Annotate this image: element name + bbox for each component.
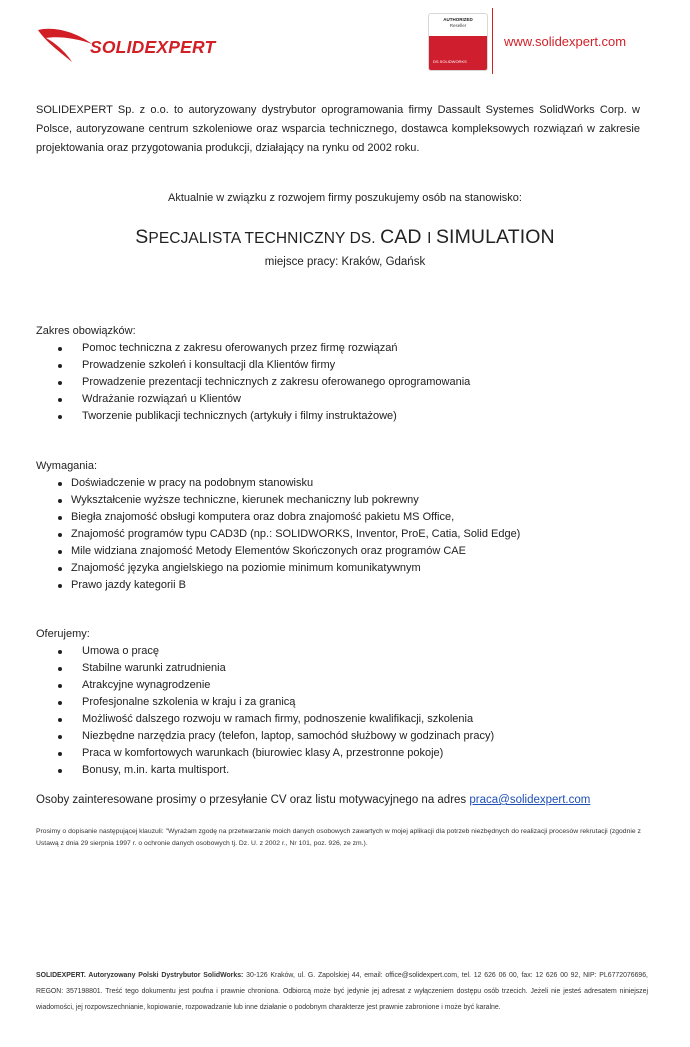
list-item — [36, 391, 656, 408]
bullet-icon — [58, 516, 62, 520]
bullet-icon — [58, 684, 62, 688]
bullet-icon — [58, 701, 62, 705]
bullet-icon — [58, 584, 62, 588]
list-item-text: Pomoc techniczna z zakresu oferowanych przez firmę rozwiązań — [82, 342, 398, 354]
list-item — [36, 374, 656, 391]
duties-list — [36, 340, 656, 425]
authorized-reseller-badge — [428, 13, 488, 71]
badge-line2: Reseller — [449, 23, 467, 28]
list-item-text: Prawo jazdy kategorii B — [71, 579, 186, 591]
website-link[interactable]: www.solidexpert.com — [504, 34, 627, 49]
logo-swoosh-icon — [36, 22, 96, 66]
bullet-icon — [58, 533, 62, 537]
bullet-icon — [58, 415, 62, 419]
footer-text: 30-126 Kraków, ul. G. Zapolskiej 44, email: office@solidexpert.com, tel. 12 626 06 00, fax: 12 626 00 92, NIP: PL6772076696, REGON: 357198801. Treść tego dokumentu jest poufna i prawnie chroniona. Odbiorcą może być jedynie jej adresat z wyłączeniem dostępu osób trzecich. Jeżeli nie jesteś adresatem niniejszej wiadomości, jej rozpowszechnianie, kopiowanie, rozpowadzanie lub inne działanie o podobnym charakterze jest prawnie zabronione i może być karalne. — [36, 972, 648, 1011]
list-item — [36, 543, 656, 560]
bullet-icon — [58, 364, 62, 368]
list-item — [36, 475, 656, 492]
job-location: miejsce pracy: Kraków, Gdańsk — [264, 256, 426, 268]
list-item-text: Prowadzenie prezentacji technicznych z zakresu oferowanego oprogramowania — [82, 376, 471, 388]
requirements-heading: Wymagania: — [36, 460, 98, 472]
application-instructions — [36, 794, 590, 806]
list-item-text: Doświadczenie w pracy na podobnym stanowisku — [71, 477, 314, 489]
offer-list — [36, 643, 656, 779]
list-item — [36, 577, 656, 594]
recruiting-line: Aktualnie w związku z rozwojem firmy poszukujemy osób na stanowisko: — [168, 192, 522, 204]
list-item-text: Wdrażanie rozwiązań u Klientów — [82, 393, 241, 405]
list-item-text: Biegła znajomość obsługi komputera oraz dobra znajomość pakietu MS Office, — [71, 511, 455, 523]
bullet-icon — [58, 650, 62, 654]
offer-heading: Oferujemy: — [36, 628, 90, 640]
offer-section — [36, 626, 656, 779]
bullet-icon — [58, 499, 62, 503]
list-item — [36, 694, 656, 711]
list-item-text: Atrakcyjne wynagrodzenie — [82, 679, 211, 691]
logo-text: SOLIDEXPERT — [90, 37, 216, 57]
list-item — [36, 643, 656, 660]
list-item — [36, 711, 656, 728]
list-item-text: Stabilne warunki zatrudnienia — [82, 662, 226, 674]
list-item — [36, 728, 656, 745]
list-item-text: Bonusy, m.in. karta multisport. — [82, 764, 230, 776]
list-item — [36, 340, 656, 357]
header-divider — [492, 8, 493, 74]
bullet-icon — [58, 735, 62, 739]
list-item-text: Wykształcenie wyższe techniczne, kierunek mechaniczny lub pokrewny — [71, 494, 419, 506]
list-item — [36, 745, 656, 762]
bullet-icon — [58, 482, 62, 486]
badge-red-block — [429, 36, 487, 70]
list-item-text: Znajomość programów typu CAD3D (np.: SOLIDWORKS, Inventor, ProE, Catia, Solid Edge) — [71, 528, 521, 540]
list-item-text: Mile widziana znajomość Metody Elementów Skończonych oraz programów CAE — [71, 545, 466, 557]
list-item — [36, 762, 656, 779]
bullet-icon — [58, 769, 62, 773]
badge-line1: AUTHORIZED — [443, 17, 473, 22]
list-item — [36, 660, 656, 677]
requirements-list — [36, 475, 656, 594]
bullet-icon — [58, 718, 62, 722]
badge-brand: DS SOLIDWORKS — [433, 59, 467, 64]
footer — [36, 968, 648, 1016]
list-item — [36, 560, 656, 577]
list-item-text: Niezbędne narzędzia pracy (telefon, laptop, samochód służbowy w godzinach pracy) — [82, 730, 495, 742]
company-intro: SOLIDEXPERT Sp. z o.o. to autoryzowany dystrybutor oprogramowania firmy Dassault Systemes SolidWorks Corp. w Polsce, autoryzowane centrum szkoleniowe oraz wsparcia technicznego, dostawca kompleksowych rozwiązań w zakresie projektowania oraz przygotowania produkcji, działający na rynku od 2002 roku. — [36, 104, 640, 154]
bullet-icon — [58, 752, 62, 756]
list-item-text: Możliwość dalszego rozwoju w ramach firmy, podnoszenie kwalifikacji, szkolenia — [82, 713, 474, 725]
cta-text: Osoby zainteresowane prosimy o przesyłanie CV oraz listu motywacyjnego na adres — [36, 794, 470, 806]
bullet-icon — [58, 550, 62, 554]
bullet-icon — [58, 398, 62, 402]
list-item — [36, 677, 656, 694]
list-item-text: Tworzenie publikacji technicznych (artykuły i filmy instruktażowe) — [82, 410, 397, 422]
gdpr-clause: Prosimy o dopisanie następującej klauzuli: "Wyrażam zgodę na przetwarzanie moich danych osobowych zawartych w mojej aplikacji dla potrzeb niezbędnych do realizacji procesów rekrutacji (zgodnie z Ustawą z dnia 29 sierpnia 1997 r. o ochronie danych osobowych tj. Dz. U. z 2002 r., Nr 101, poz. 926, ze zm.). — [36, 828, 641, 847]
list-item-text: Umowa o pracę — [82, 645, 160, 657]
bullet-icon — [58, 381, 62, 385]
list-item-text: Praca w komfortowych warunkach (biurowiec klasy A, przestronne pokoje) — [82, 747, 444, 759]
list-item-text: Znajomość języka angielskiego na poziomie minimum komunikatywnym — [71, 562, 421, 574]
duties-heading: Zakres obowiązków: — [36, 325, 136, 337]
email-link[interactable]: praca@solidexpert.com — [469, 794, 591, 806]
list-item — [36, 492, 656, 509]
bullet-icon — [58, 347, 62, 351]
position-title: SPECJALISTA TECHNICZNY DS. CAD I SIMULATION — [135, 226, 555, 248]
solidexpert-logo — [36, 22, 216, 66]
bullet-icon — [58, 667, 62, 671]
duties-section — [36, 323, 656, 425]
list-item — [36, 509, 656, 526]
bullet-icon — [58, 567, 62, 571]
list-item — [36, 526, 656, 543]
footer-lead: SOLIDEXPERT. Autoryzowany Polski Dystrybutor SolidWorks: — [36, 972, 244, 979]
list-item — [36, 408, 656, 425]
list-item-text: Prowadzenie szkoleń i konsultacji dla Klientów firmy — [82, 359, 336, 371]
list-item — [36, 357, 656, 374]
requirements-section — [36, 458, 656, 594]
list-item-text: Profesjonalne szkolenia w kraju i za granicą — [82, 696, 296, 708]
